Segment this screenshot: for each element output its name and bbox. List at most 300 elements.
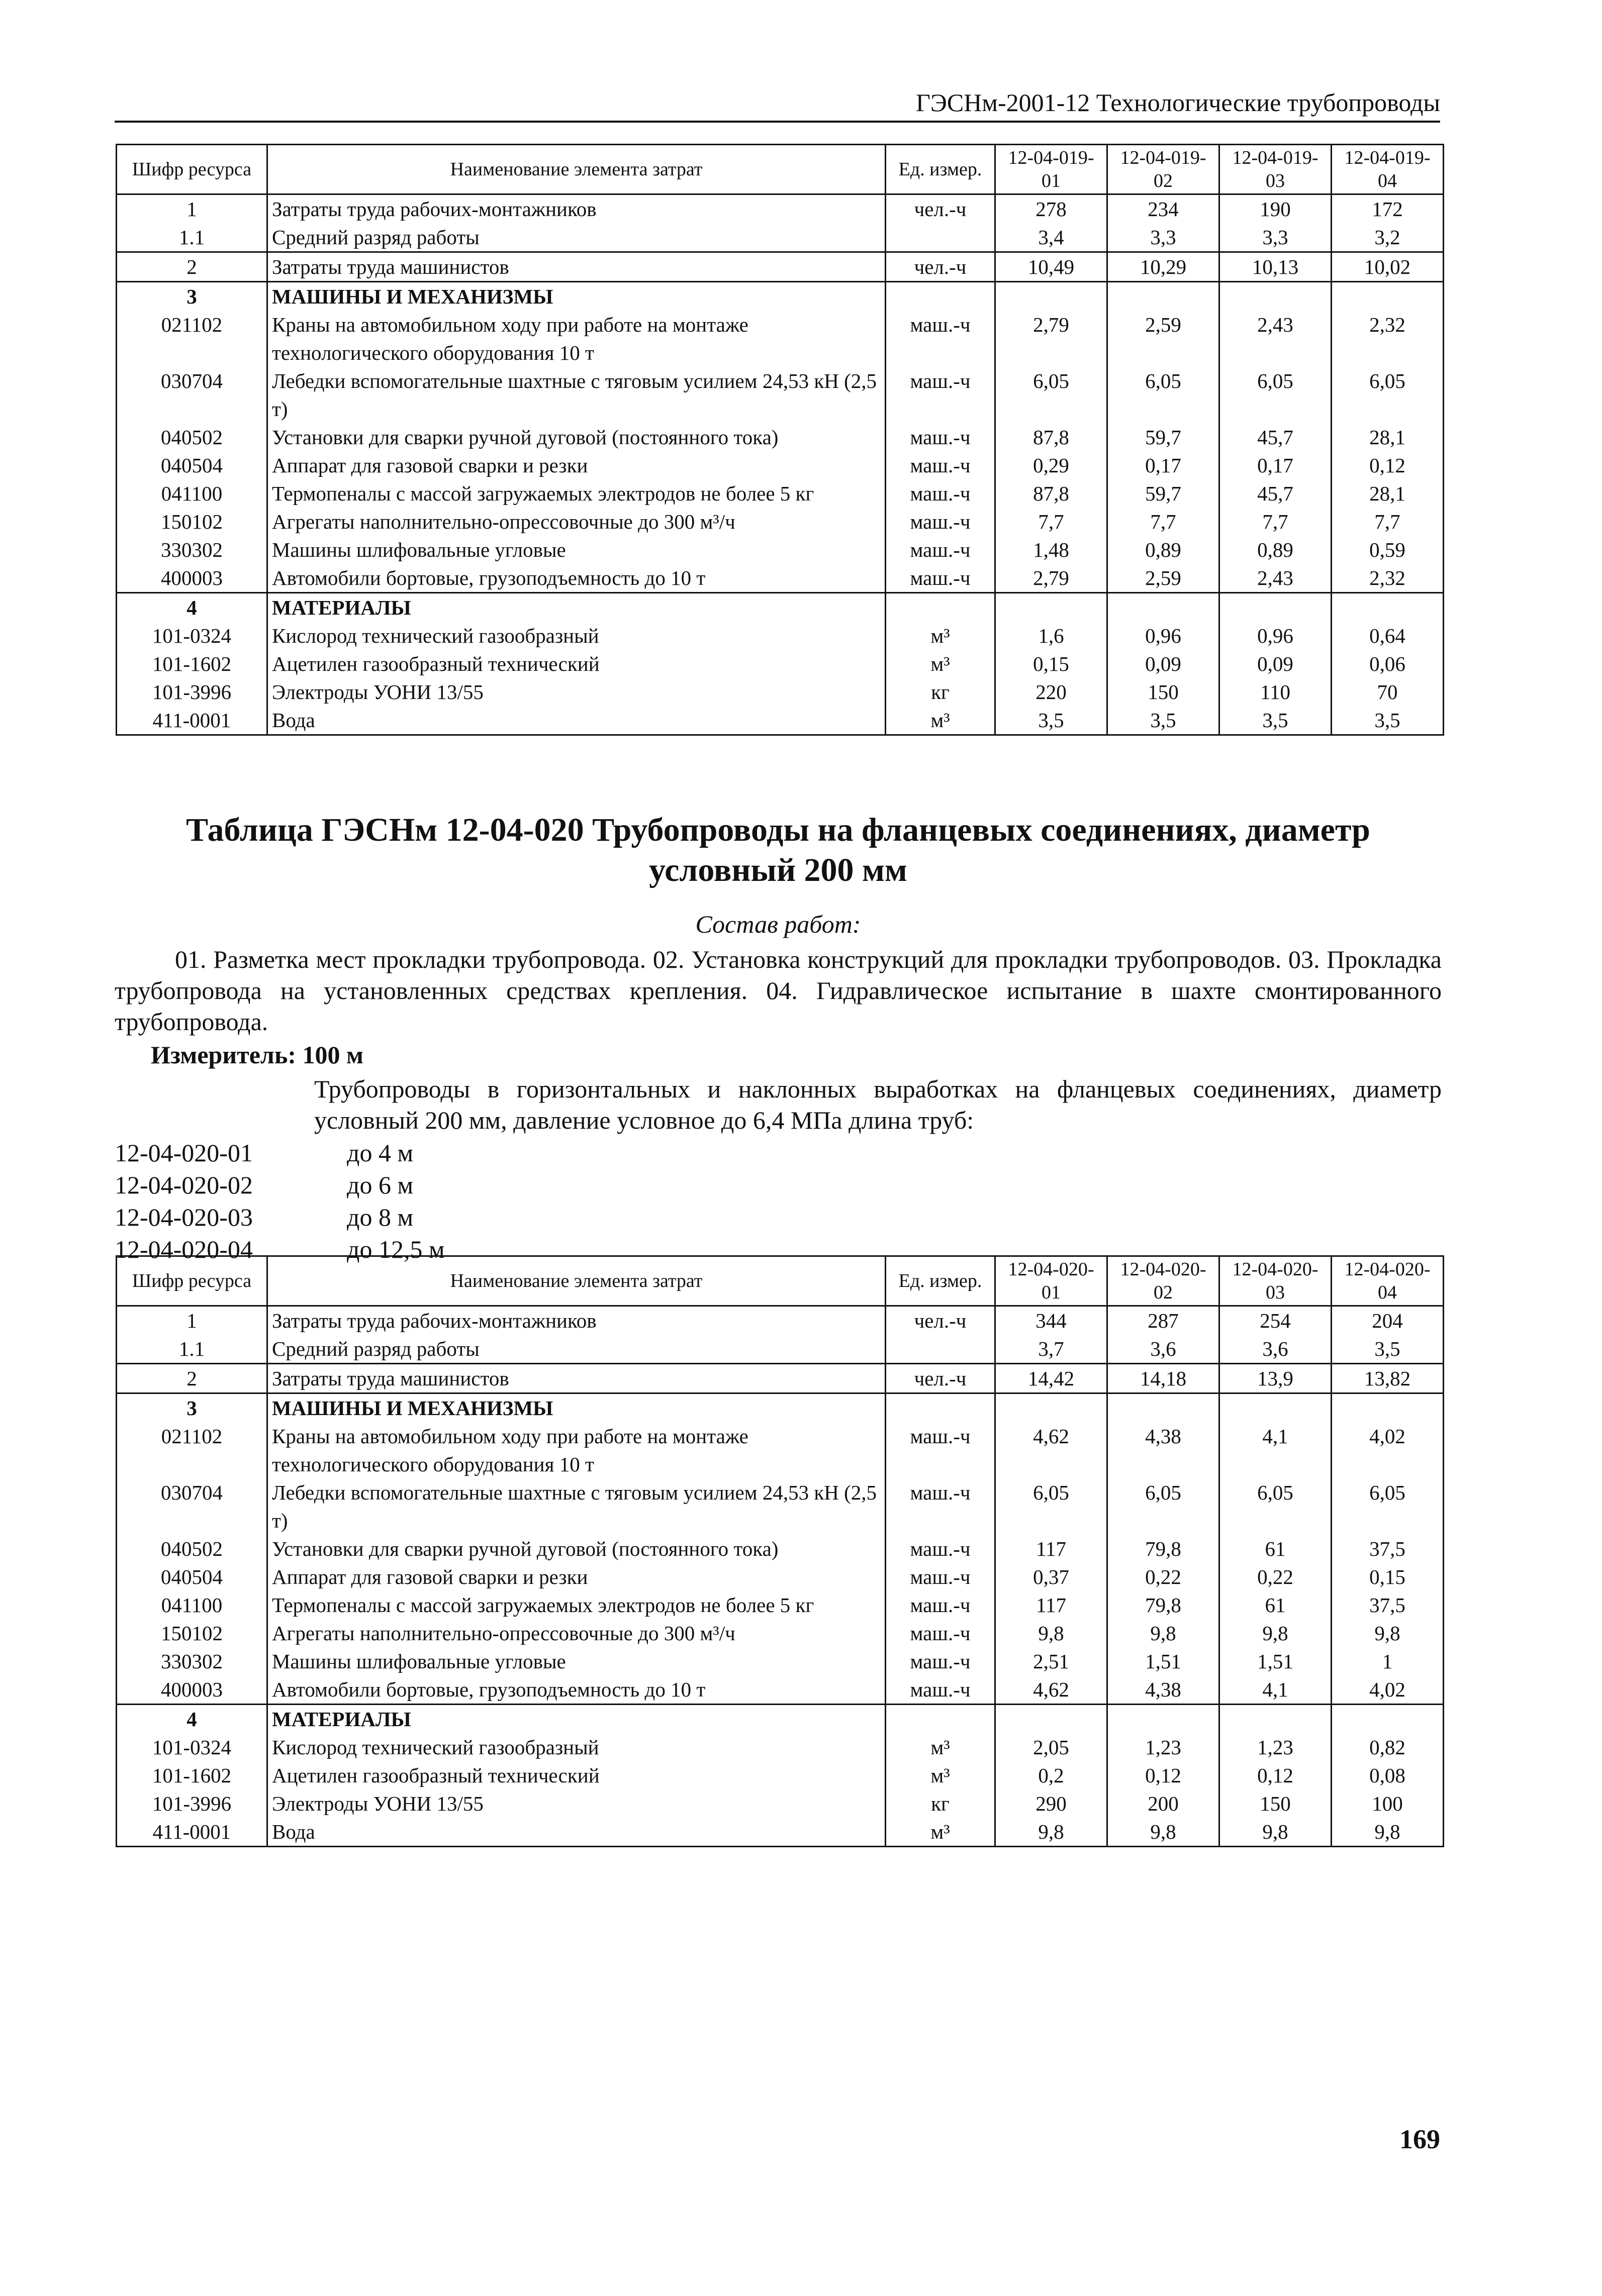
resource-value: 6,05 (995, 1478, 1107, 1535)
header-col: 12-04-019-02 (1107, 145, 1219, 194)
work-composition-label: Состав работ: (695, 910, 861, 938)
resource-unit: маш.-ч (886, 564, 995, 593)
resource-unit: маш.-ч (886, 508, 995, 536)
resource-value: 0,09 (1219, 650, 1332, 678)
header-name: Наименование элемента затрат (267, 145, 886, 194)
table-row (117, 1733, 1444, 1761)
resource-code: 1 (117, 194, 267, 224)
resource-code: 1 (117, 1306, 267, 1335)
table-row (117, 1306, 1444, 1335)
resource-code: 101-1602 (117, 650, 267, 678)
table-row (117, 451, 1444, 479)
resource-value: 3,3 (1107, 223, 1219, 252)
resource-value: 13,9 (1219, 1364, 1332, 1393)
header-col: 12-04-019-03 (1219, 145, 1332, 194)
resource-value: 204 (1332, 1306, 1444, 1335)
resource-code: 030704 (117, 1478, 267, 1535)
resource-value: 0,37 (995, 1563, 1107, 1591)
resource-value: 7,7 (1332, 508, 1444, 536)
resource-value: 2,43 (1219, 311, 1332, 367)
resource-unit: маш.-ч (886, 1422, 995, 1478)
resource-value: 9,8 (1107, 1619, 1219, 1647)
resource-name: Автомобили бортовые, грузоподъемность до 10 т (267, 564, 886, 593)
resource-value: 2,32 (1332, 564, 1444, 593)
resource-name: Кислород технический газообразный (267, 622, 886, 650)
resource-value (1107, 282, 1219, 311)
resource-value: 2,05 (995, 1733, 1107, 1761)
resource-code: 101-3996 (117, 678, 267, 706)
resource-value: 3,6 (1219, 1335, 1332, 1364)
variant-text: до 4 м (347, 1139, 414, 1167)
variant-text: до 12,5 м (347, 1235, 445, 1263)
resource-name: Аппарат для газовой сварки и резки (267, 1563, 886, 1591)
resource-value: 7,7 (1219, 508, 1332, 536)
resource-unit: маш.-ч (886, 423, 995, 451)
resource-value: 1,6 (995, 622, 1107, 650)
resource-unit (886, 223, 995, 252)
resource-value: 13,82 (1332, 1364, 1444, 1393)
resource-value: 37,5 (1332, 1535, 1444, 1563)
resource-value: 2,79 (995, 311, 1107, 367)
resource-value: 2,32 (1332, 311, 1444, 367)
variant-text: до 6 м (347, 1171, 414, 1199)
resource-value: 45,7 (1219, 423, 1332, 451)
resource-value: 0,2 (995, 1761, 1107, 1789)
resource-value: 0,12 (1219, 1761, 1332, 1789)
resource-unit: маш.-ч (886, 1535, 995, 1563)
resource-value: 1,51 (1107, 1647, 1219, 1675)
resource-code: 101-0324 (117, 622, 267, 650)
resource-unit: чел.-ч (886, 252, 995, 282)
table-row (117, 678, 1444, 706)
header-col: 12-04-019-04 (1332, 145, 1444, 194)
table-row (117, 706, 1444, 735)
resource-value: 254 (1219, 1306, 1332, 1335)
resource-name: Машины шлифовальные угловые (267, 1647, 886, 1675)
resource-name: Лебедки вспомогательные шахтные с тяговым усилием 24,53 кН (2,5 т) (267, 367, 886, 423)
table-header-row (117, 1256, 1444, 1306)
resource-value: 9,8 (995, 1619, 1107, 1647)
resource-value: 0,09 (1107, 650, 1219, 678)
resource-unit (886, 282, 995, 311)
resource-code: 411-0001 (117, 706, 267, 735)
resource-value (1107, 1705, 1219, 1734)
resource-name: Затраты труда рабочих-монтажников (267, 194, 886, 224)
resource-value: 4,38 (1107, 1675, 1219, 1705)
table-row (117, 282, 1444, 311)
resource-unit (886, 593, 995, 622)
resource-value: 0,17 (1219, 451, 1332, 479)
resource-code: 040504 (117, 451, 267, 479)
resource-value: 290 (995, 1789, 1107, 1818)
table-row (117, 1619, 1444, 1647)
resource-value: 2,59 (1107, 311, 1219, 367)
resource-value: 45,7 (1219, 479, 1332, 508)
resource-name: Средний разряд работы (267, 223, 886, 252)
table-row (117, 564, 1444, 593)
meter-label: Измеритель: 100 м (151, 1041, 364, 1069)
resource-value: 6,05 (995, 367, 1107, 423)
resource-value: 87,8 (995, 479, 1107, 508)
resource-unit: м³ (886, 706, 995, 735)
resource-value: 9,8 (1332, 1619, 1444, 1647)
table-row (117, 252, 1444, 282)
resource-value: 7,7 (1107, 508, 1219, 536)
resource-value: 0,12 (1332, 451, 1444, 479)
resource-value: 200 (1107, 1789, 1219, 1818)
resource-value: 10,13 (1219, 252, 1332, 282)
resource-value: 4,02 (1332, 1675, 1444, 1705)
resource-value: 4,62 (995, 1422, 1107, 1478)
resource-name: МАШИНЫ И МЕХАНИЗМЫ (267, 282, 886, 311)
resource-value: 3,4 (995, 223, 1107, 252)
table-row (117, 479, 1444, 508)
resource-unit: чел.-ч (886, 1306, 995, 1335)
resource-value: 0,29 (995, 451, 1107, 479)
variants-list (115, 1137, 445, 1265)
resource-name: Электроды УОНИ 13/55 (267, 678, 886, 706)
resource-name: Автомобили бортовые, грузоподъемность до 10 т (267, 1675, 886, 1705)
resource-code: 411-0001 (117, 1818, 267, 1847)
resource-value: 150 (1219, 1789, 1332, 1818)
resource-code: 1.1 (117, 1335, 267, 1364)
resource-value: 4,02 (1332, 1422, 1444, 1478)
resource-value (995, 1393, 1107, 1423)
resource-unit: м³ (886, 1761, 995, 1789)
header-code: Шифр ресурса (117, 1256, 267, 1306)
table-row (117, 367, 1444, 423)
table-row (117, 223, 1444, 252)
resource-value (1332, 1393, 1444, 1423)
resource-value: 10,02 (1332, 252, 1444, 282)
resource-value: 6,05 (1332, 367, 1444, 423)
resource-value: 0,64 (1332, 622, 1444, 650)
resource-unit: чел.-ч (886, 1364, 995, 1393)
resource-unit: маш.-ч (886, 1647, 995, 1675)
resource-unit: маш.-ч (886, 479, 995, 508)
resource-unit: маш.-ч (886, 1675, 995, 1705)
resource-name: Аппарат для газовой сварки и резки (267, 451, 886, 479)
table-row (117, 622, 1444, 650)
resource-name: Установки для сварки ручной дуговой (постоянного тока) (267, 423, 886, 451)
header-col: 12-04-020-01 (995, 1256, 1107, 1306)
table-row (117, 1705, 1444, 1734)
resource-unit: м³ (886, 622, 995, 650)
resource-value: 3,5 (995, 706, 1107, 735)
resource-name: МАТЕРИАЛЫ (267, 593, 886, 622)
resource-name: МАТЕРИАЛЫ (267, 1705, 886, 1734)
resource-code: 021102 (117, 311, 267, 367)
resource-value: 9,8 (1219, 1619, 1332, 1647)
resource-code: 101-0324 (117, 1733, 267, 1761)
resource-value: 0,17 (1107, 451, 1219, 479)
resource-code: 4 (117, 1705, 267, 1734)
table-row (117, 1335, 1444, 1364)
resource-value: 70 (1332, 678, 1444, 706)
resource-value: 0,96 (1107, 622, 1219, 650)
resource-unit: маш.-ч (886, 1619, 995, 1647)
resource-value (1332, 1705, 1444, 1734)
resource-value: 3,6 (1107, 1335, 1219, 1364)
resource-code: 030704 (117, 367, 267, 423)
resource-value: 0,08 (1332, 1761, 1444, 1789)
resource-name: Вода (267, 1818, 886, 1847)
resource-table-019 (116, 144, 1444, 736)
resource-value: 172 (1332, 194, 1444, 224)
resource-name: Ацетилен газообразный технический (267, 650, 886, 678)
resource-value: 61 (1219, 1591, 1332, 1619)
resource-value: 344 (995, 1306, 1107, 1335)
header-unit: Ед. измер. (886, 145, 995, 194)
resource-value: 61 (1219, 1535, 1332, 1563)
resource-value: 9,8 (1107, 1818, 1219, 1847)
resource-value: 278 (995, 194, 1107, 224)
resource-code: 3 (117, 1393, 267, 1423)
resource-value (1219, 1705, 1332, 1734)
resource-code: 101-3996 (117, 1789, 267, 1818)
table-row (117, 1422, 1444, 1478)
resource-unit: м³ (886, 1733, 995, 1761)
resource-value: 4,1 (1219, 1675, 1332, 1705)
resource-value: 87,8 (995, 423, 1107, 451)
variant-text: до 8 м (347, 1203, 414, 1231)
resource-unit: маш.-ч (886, 451, 995, 479)
resource-code: 1.1 (117, 223, 267, 252)
resource-name: Затраты труда рабочих-монтажников (267, 1306, 886, 1335)
resource-code: 040502 (117, 423, 267, 451)
resource-unit: маш.-ч (886, 1591, 995, 1619)
resource-value (1332, 593, 1444, 622)
table-row (117, 1478, 1444, 1535)
resource-unit: маш.-ч (886, 311, 995, 367)
resource-code: 150102 (117, 508, 267, 536)
resource-unit: кг (886, 678, 995, 706)
resource-name: Затраты труда машинистов (267, 1364, 886, 1393)
resource-table-020 (116, 1255, 1444, 1847)
resource-value: 4,1 (1219, 1422, 1332, 1478)
resource-name: Электроды УОНИ 13/55 (267, 1789, 886, 1818)
resource-value: 6,05 (1332, 1478, 1444, 1535)
list-item (115, 1137, 445, 1169)
resource-value (1219, 282, 1332, 311)
resource-code: 101-1602 (117, 1761, 267, 1789)
resource-value (995, 1705, 1107, 1734)
resource-value: 79,8 (1107, 1535, 1219, 1563)
resource-value: 0,89 (1219, 536, 1332, 564)
resource-name: Термопеналы с массой загружаемых электродов не более 5 кг (267, 1591, 886, 1619)
resource-value: 9,8 (1219, 1818, 1332, 1847)
resource-value: 0,22 (1107, 1563, 1219, 1591)
table-row (117, 536, 1444, 564)
resource-value: 1,23 (1219, 1733, 1332, 1761)
header-col: 12-04-019-01 (995, 145, 1107, 194)
resource-name: МАШИНЫ И МЕХАНИЗМЫ (267, 1393, 886, 1423)
work-composition-text: 01. Разметка мест прокладки трубопровода. 02. Установка конструкций для прокладки трубопроводов. 03. Прокладка трубопровода на установленных средствах крепления. 04. Гидравлическое испытание в шахте смонтированного трубопровода. (115, 945, 1442, 1036)
resource-value: 9,8 (995, 1818, 1107, 1847)
resource-name: Ацетилен газообразный технический (267, 1761, 886, 1789)
resource-unit (886, 1705, 995, 1734)
resource-value (1107, 1393, 1219, 1423)
header-code: Шифр ресурса (117, 145, 267, 194)
table-title: Таблица ГЭСНм 12-04-020 Трубопроводы на фланцевых соединениях, диаметр условный 200 мм (186, 812, 1370, 888)
resource-value: 2,51 (995, 1647, 1107, 1675)
resource-code: 041100 (117, 479, 267, 508)
resource-value: 117 (995, 1535, 1107, 1563)
resource-value: 6,05 (1219, 1478, 1332, 1535)
resource-value: 0,06 (1332, 650, 1444, 678)
resource-value: 37,5 (1332, 1591, 1444, 1619)
table-header-row (117, 145, 1444, 194)
table-row (117, 508, 1444, 536)
resource-value: 3,7 (995, 1335, 1107, 1364)
resource-unit: кг (886, 1789, 995, 1818)
resource-code: 400003 (117, 1675, 267, 1705)
works-description: Трубопроводы в горизонтальных и наклонных выработках на фланцевых соединениях, диаметр условный 200 мм, давление условное до 6,4 МПа длина труб: (314, 1075, 1442, 1134)
table-row (117, 1591, 1444, 1619)
table-row (117, 1535, 1444, 1563)
resource-value: 7,7 (995, 508, 1107, 536)
resource-code: 330302 (117, 536, 267, 564)
resource-value: 2,43 (1219, 564, 1332, 593)
resource-unit: м³ (886, 650, 995, 678)
resource-value: 150 (1107, 678, 1219, 706)
table-row (117, 650, 1444, 678)
resource-unit: маш.-ч (886, 1563, 995, 1591)
header-name: Наименование элемента затрат (267, 1256, 886, 1306)
resource-value: 6,05 (1107, 1478, 1219, 1535)
resource-value: 0,59 (1332, 536, 1444, 564)
resource-name: Машины шлифовальные угловые (267, 536, 886, 564)
resource-code: 2 (117, 252, 267, 282)
table-row (117, 1675, 1444, 1705)
resource-code: 3 (117, 282, 267, 311)
table-row (117, 1364, 1444, 1393)
resource-value: 79,8 (1107, 1591, 1219, 1619)
header-col: 12-04-020-03 (1219, 1256, 1332, 1306)
list-item (115, 1169, 445, 1201)
resource-value: 3,5 (1107, 706, 1219, 735)
resource-name: Лебедки вспомогательные шахтные с тяговым усилием 24,53 кН (2,5 т) (267, 1478, 886, 1535)
resource-name: Затраты труда машинистов (267, 252, 886, 282)
resource-value: 0,15 (1332, 1563, 1444, 1591)
resource-value: 100 (1332, 1789, 1444, 1818)
resource-value: 9,8 (1332, 1818, 1444, 1847)
resource-unit: маш.-ч (886, 1478, 995, 1535)
resource-value (1107, 593, 1219, 622)
resource-value: 59,7 (1107, 479, 1219, 508)
resource-name: Краны на автомобильном ходу при работе на монтаже технологического оборудования 10 т (267, 311, 886, 367)
resource-value: 287 (1107, 1306, 1219, 1335)
resource-value: 0,96 (1219, 622, 1332, 650)
resource-value: 1,23 (1107, 1733, 1219, 1761)
resource-value: 3,3 (1219, 223, 1332, 252)
resource-value: 6,05 (1107, 367, 1219, 423)
table-body (117, 1306, 1444, 1847)
resource-name: Кислород технический газообразный (267, 1733, 886, 1761)
variant-code: 12-04-020-04 (115, 1235, 253, 1263)
resource-value (1219, 1393, 1332, 1423)
table-body (117, 194, 1444, 735)
running-header: ГЭСНм-2001-12 Технологические трубопроводы (115, 88, 1440, 123)
resource-value: 3,2 (1332, 223, 1444, 252)
resource-value: 3,5 (1219, 706, 1332, 735)
resource-value (1219, 593, 1332, 622)
resource-value (995, 282, 1107, 311)
variant-code: 12-04-020-01 (115, 1139, 253, 1167)
resource-name: Агрегаты наполнительно-опрессовочные до 300 м³/ч (267, 508, 886, 536)
resource-name: Агрегаты наполнительно-опрессовочные до 300 м³/ч (267, 1619, 886, 1647)
table-row (117, 1761, 1444, 1789)
resource-code: 041100 (117, 1591, 267, 1619)
resource-value (995, 593, 1107, 622)
resource-value: 14,18 (1107, 1364, 1219, 1393)
table-row (117, 1789, 1444, 1818)
resource-value: 1,51 (1219, 1647, 1332, 1675)
table-row (117, 423, 1444, 451)
resource-name: Краны на автомобильном ходу при работе на монтаже технологического оборудования 10 т (267, 1422, 886, 1478)
resource-code: 040502 (117, 1535, 267, 1563)
resource-value: 0,15 (995, 650, 1107, 678)
resource-value: 190 (1219, 194, 1332, 224)
header-col: 12-04-020-04 (1332, 1256, 1444, 1306)
resource-value: 2,59 (1107, 564, 1219, 593)
resource-code: 150102 (117, 1619, 267, 1647)
resource-value: 0,82 (1332, 1733, 1444, 1761)
resource-value: 28,1 (1332, 423, 1444, 451)
table-row (117, 194, 1444, 224)
header-col: 12-04-020-02 (1107, 1256, 1219, 1306)
resource-code: 2 (117, 1364, 267, 1393)
resource-name: Термопеналы с массой загружаемых электродов не более 5 кг (267, 479, 886, 508)
table-row (117, 1563, 1444, 1591)
resource-unit: чел.-ч (886, 194, 995, 224)
resource-value: 0,12 (1107, 1761, 1219, 1789)
resource-value: 0,22 (1219, 1563, 1332, 1591)
resource-value: 6,05 (1219, 367, 1332, 423)
resource-value: 4,38 (1107, 1422, 1219, 1478)
resource-value: 28,1 (1332, 479, 1444, 508)
resource-name: Средний разряд работы (267, 1335, 886, 1364)
resource-unit (886, 1393, 995, 1423)
resource-value: 2,79 (995, 564, 1107, 593)
resource-unit: маш.-ч (886, 367, 995, 423)
resource-unit: м³ (886, 1818, 995, 1847)
resource-value: 3,5 (1332, 706, 1444, 735)
resource-code: 040504 (117, 1563, 267, 1591)
resource-value: 1 (1332, 1647, 1444, 1675)
variant-code: 12-04-020-03 (115, 1203, 253, 1231)
resource-value: 0,89 (1107, 536, 1219, 564)
resource-value: 3,5 (1332, 1335, 1444, 1364)
table-row (117, 593, 1444, 622)
resource-value: 234 (1107, 194, 1219, 224)
resource-value: 10,29 (1107, 252, 1219, 282)
page-number: 169 (1399, 2124, 1440, 2154)
resource-unit: маш.-ч (886, 536, 995, 564)
resource-value: 220 (995, 678, 1107, 706)
resource-code: 400003 (117, 564, 267, 593)
resource-value: 10,49 (995, 252, 1107, 282)
resource-unit (886, 1335, 995, 1364)
list-item (115, 1201, 445, 1233)
resource-value: 1,48 (995, 536, 1107, 564)
resource-value: 110 (1219, 678, 1332, 706)
header-unit: Ед. измер. (886, 1256, 995, 1306)
resource-value: 117 (995, 1591, 1107, 1619)
variant-code: 12-04-020-02 (115, 1171, 253, 1199)
table-row (117, 311, 1444, 367)
resource-value: 59,7 (1107, 423, 1219, 451)
